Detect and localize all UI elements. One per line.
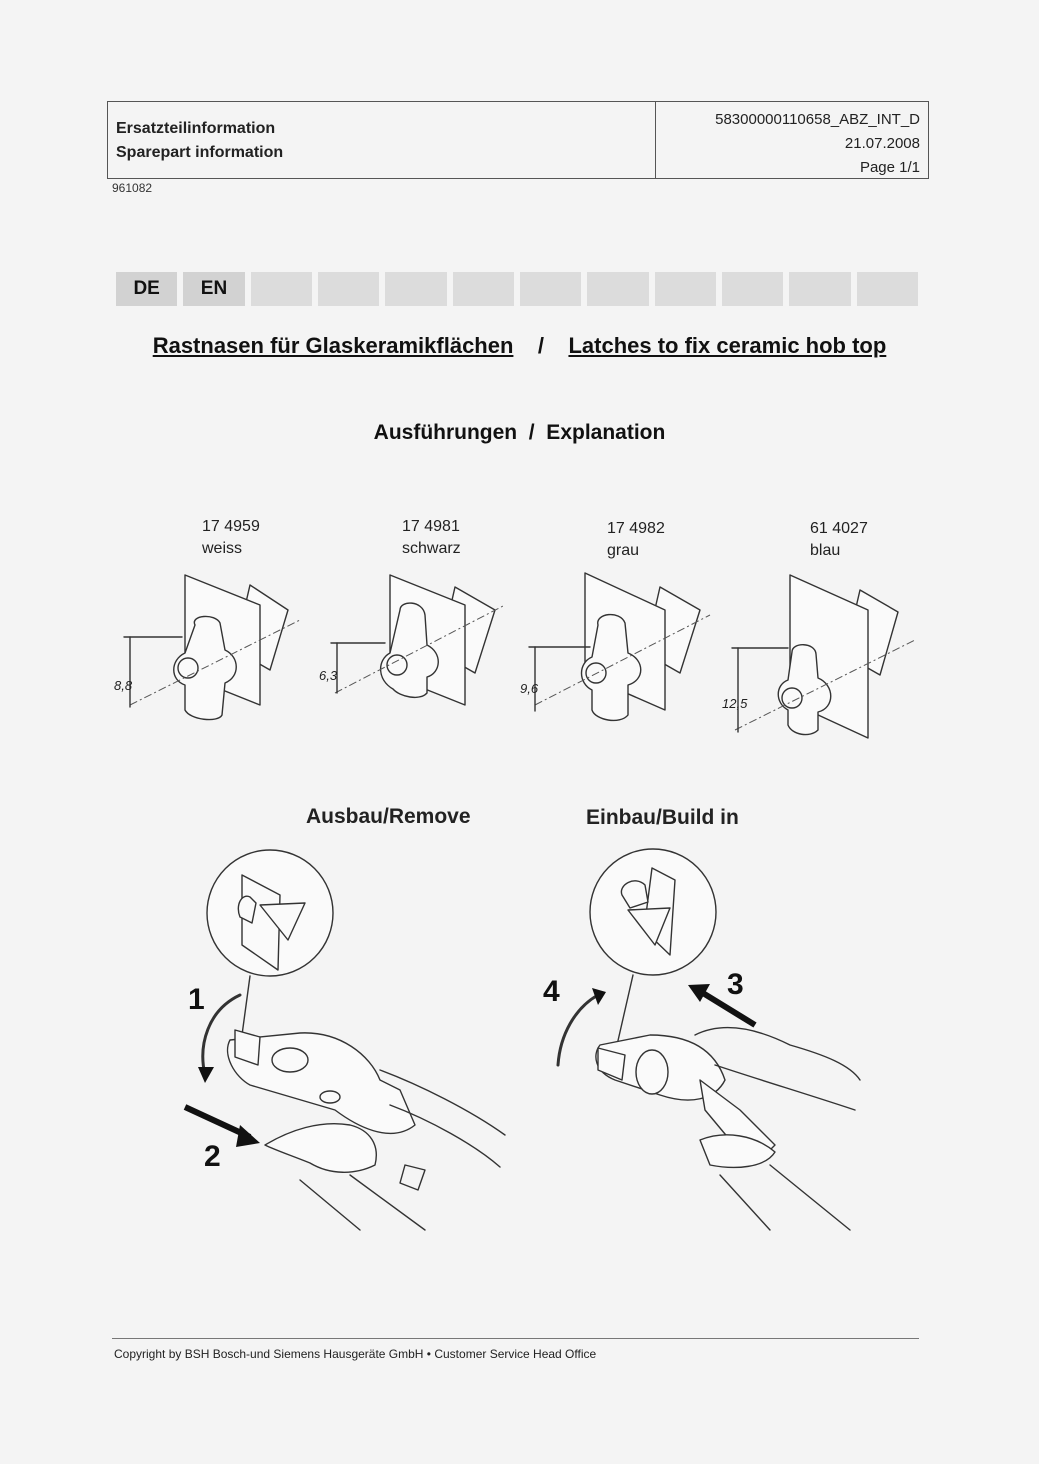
lang-slot xyxy=(318,272,379,306)
remove-illustration xyxy=(180,845,510,1230)
step-number-1: 1 xyxy=(188,983,205,1016)
dimension-label: 8,8 xyxy=(114,678,133,693)
part-label xyxy=(810,518,868,562)
step-number-4: 4 xyxy=(543,975,560,1008)
footer-divider xyxy=(112,1338,919,1339)
page-title xyxy=(0,333,1039,359)
dimension-label: 12,5 xyxy=(722,696,748,711)
header-left xyxy=(108,102,656,178)
latch-drawing-174981 xyxy=(315,565,515,735)
part-label xyxy=(607,518,665,562)
part-color: blau xyxy=(810,542,841,559)
lang-slot xyxy=(655,272,716,306)
lang-slot xyxy=(722,272,783,306)
title-en: Latches to fix ceramic hob top xyxy=(568,333,887,358)
part-label xyxy=(202,516,260,560)
step-number-2: 2 xyxy=(204,1140,221,1173)
lang-slot xyxy=(587,272,648,306)
footer-copyright: Copyright by BSH Bosch-und Siemens Hausgeräte GmbH • Customer Service Head Office xyxy=(114,1347,597,1361)
doc-number: 961082 xyxy=(112,181,153,195)
build-in-illustration xyxy=(540,840,870,1230)
doc-date: 21.07.2008 xyxy=(844,135,920,152)
header-box xyxy=(107,101,929,179)
header-title-de: Ersatzteilinformation xyxy=(116,120,276,137)
header-title-en: Sparepart information xyxy=(116,144,284,161)
language-strip xyxy=(116,272,918,306)
dimension-label: 9,6 xyxy=(520,681,539,696)
section-build-in: Einbau/Build in xyxy=(586,806,739,829)
title-separator: / xyxy=(537,333,544,358)
title-de: Rastnasen für Glaskeramikflächen xyxy=(152,333,514,358)
lang-de[interactable]: DE xyxy=(116,272,177,306)
latch-drawing-614027 xyxy=(720,570,920,745)
part-color: weiss xyxy=(202,540,243,557)
part-color: schwarz xyxy=(402,540,461,557)
lang-slot xyxy=(857,272,918,306)
lang-en[interactable]: EN xyxy=(183,272,244,306)
page-number: Page 1/1 xyxy=(859,159,920,176)
section-remove: Ausbau/Remove xyxy=(306,805,471,828)
subtitle: Ausführungen / Explanation xyxy=(373,421,666,444)
part-number: 17 4959 xyxy=(202,518,260,535)
part-number: 17 4982 xyxy=(607,520,665,537)
latch-drawing-174982 xyxy=(520,565,720,735)
dimension-label: 6,3 xyxy=(319,668,338,683)
part-number: 61 4027 xyxy=(810,520,868,537)
lang-slot xyxy=(251,272,312,306)
lang-slot xyxy=(789,272,850,306)
header-right xyxy=(656,102,928,178)
part-color: grau xyxy=(607,542,640,559)
latch-drawing-174959 xyxy=(110,565,310,735)
step-number-3: 3 xyxy=(727,968,744,1001)
lang-slot xyxy=(385,272,446,306)
part-number: 17 4981 xyxy=(402,518,460,535)
lang-slot xyxy=(520,272,581,306)
part-label xyxy=(402,516,461,560)
lang-slot xyxy=(453,272,514,306)
doc-code: 58300000110658_ABZ_INT_D xyxy=(715,111,920,128)
